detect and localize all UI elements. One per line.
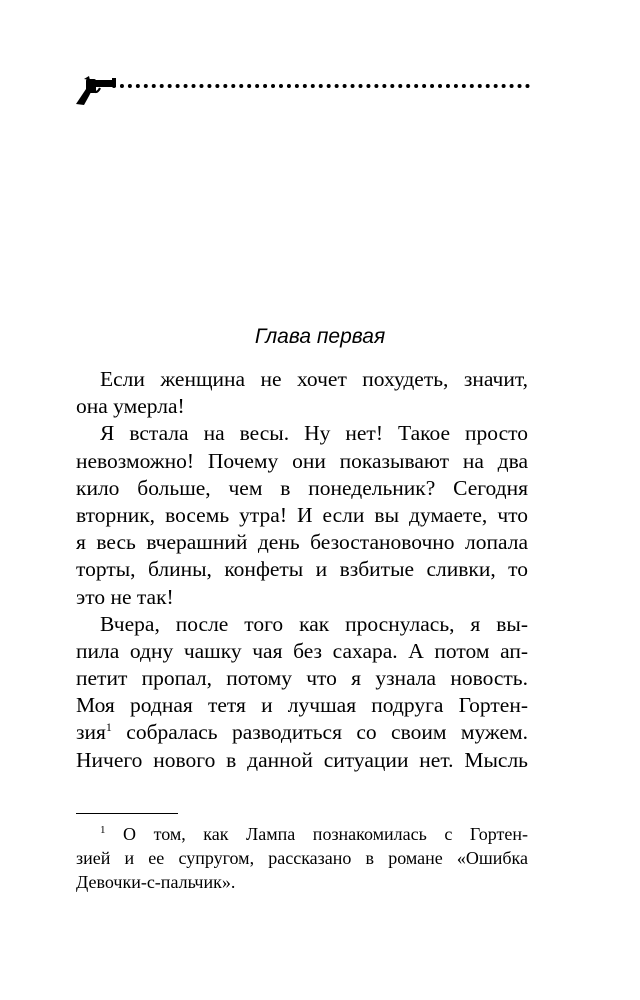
text-line: невозможно! Почему они показывают на два (76, 448, 528, 473)
text-line: она умерла! (76, 394, 185, 419)
footnote-line: Девочки-с-пальчик». (76, 872, 236, 892)
revolver-icon (74, 76, 120, 106)
text-line: Вчера, после того как проснулась, я вы- (100, 611, 528, 636)
header-ornament (74, 76, 534, 106)
footnote-line: зией и ее супругом, рассказано в романе «Ошибка (76, 848, 528, 868)
footnote-ref[interactable]: 1 (105, 720, 112, 735)
text-line: Моя родная тетя и лучшая подруга Гортен- (76, 693, 528, 718)
text-line: Я встала на весы. Ну нет! Такое просто (100, 421, 528, 446)
footnote (76, 822, 528, 894)
text-word: зия (76, 720, 106, 745)
text-line: это не так! (76, 584, 174, 609)
body-text (76, 366, 528, 774)
text-line: петит пропал, потому что я узнала новость. (76, 666, 528, 691)
text-line: торты, блины, конфеты и взбитые сливки, то (76, 557, 528, 582)
text-line: Ничего нового в данной ситуации нет. Мысль (76, 747, 528, 772)
text-rest: собралась разводиться со своим мужем. (126, 720, 529, 745)
text-line: кило больше, чем в понедельник? Сегодня (76, 475, 528, 500)
text-line: Если женщина не хочет похудеть, значит, (100, 367, 528, 391)
text-line: вторник, восемь утра! И если вы думаете, что (76, 502, 528, 527)
text-line: пила одну чашку чая без сахара. А потом ап- (76, 638, 528, 663)
footnote-text: О том, как Лампа познакомилась с Гортен- (123, 824, 528, 844)
footnote-rule (76, 813, 178, 814)
text-line: я весь вчерашний день безостановочно лопала (76, 530, 528, 555)
footnote-mark: 1 (100, 824, 106, 836)
chapter-title: Глава первая (254, 325, 386, 348)
text-line (76, 719, 528, 746)
footnote-line (76, 822, 528, 846)
dotted-rule (112, 84, 530, 88)
